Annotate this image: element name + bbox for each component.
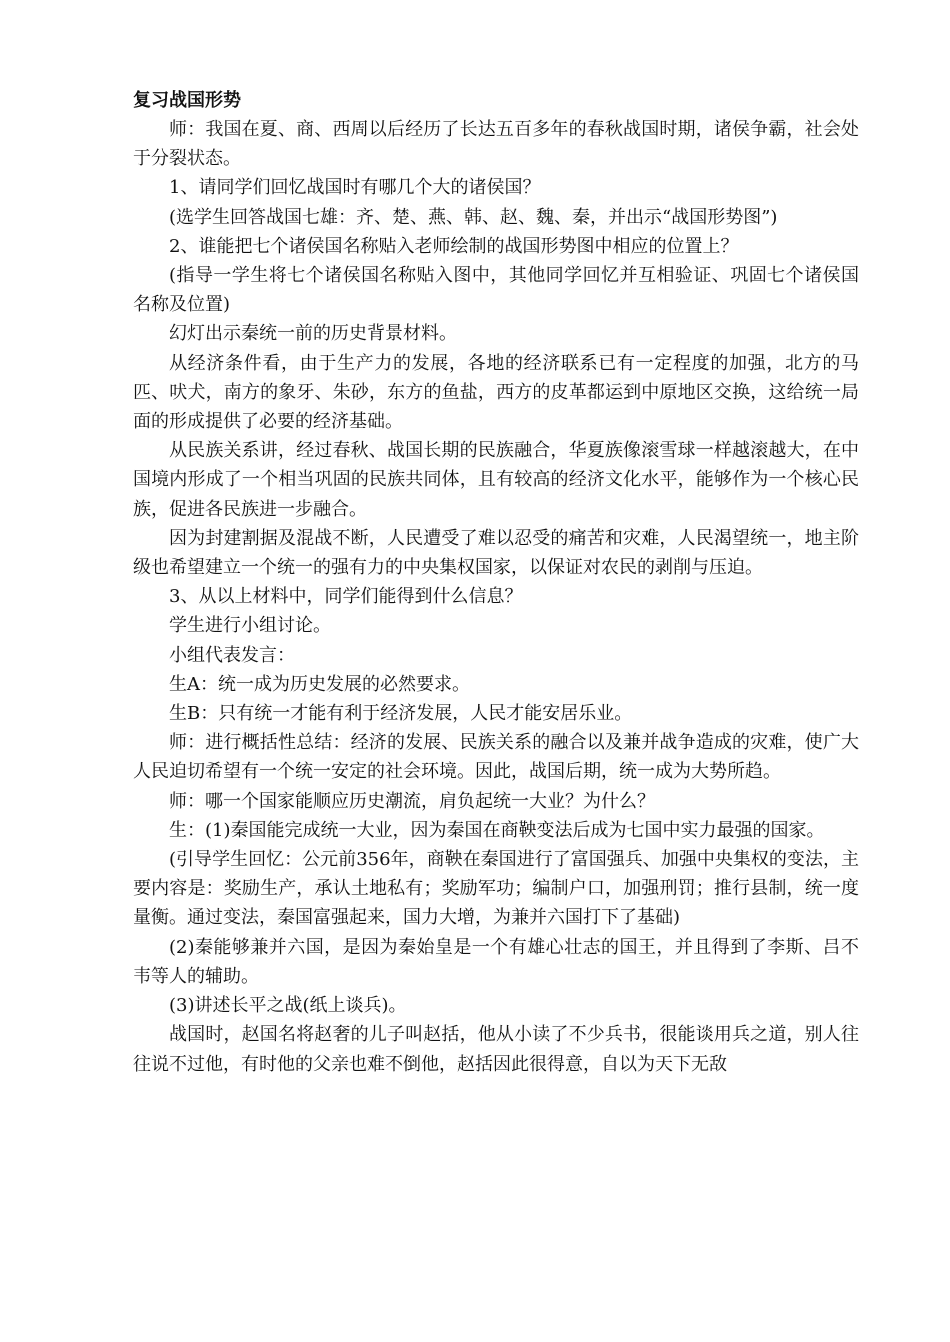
- paragraph: (2)秦能够兼并六国，是因为秦始皇是一个有雄心壮志的国王，并且得到了李斯、吕不韦等人的辅助。: [133, 936, 859, 987]
- document-title: 复习战国形势: [133, 90, 241, 111]
- paragraph: 师：我国在夏、商、西周以后经历了长达五百多年的春秋战国时期，诸侯争霸，社会处于分裂状态。: [133, 119, 859, 170]
- paragraph: 生A：统一成为历史发展的必然要求。: [169, 673, 470, 695]
- paragraph: 从民族关系讲，经过春秋、战国长期的民族融合，华夏族像滚雪球一样越滚越大，在中国境内形成了一个相当巩固的民族共同体，且有较高的经济文化水平，能够作为一个核心民族，促进各民族进一步融合。: [133, 440, 859, 520]
- paragraph: (3)讲述长平之战(纸上谈兵)。: [169, 995, 407, 1017]
- paragraph: 1、请同学们回忆战国时有哪几个大的诸侯国？: [169, 177, 541, 199]
- document-page: [133, 86, 859, 1079]
- paragraph: (选学生回答战国七雄：齐、楚、燕、韩、赵、魏、秦，并出示“战国形势图”): [169, 206, 778, 228]
- paragraph: 学生进行小组讨论。: [169, 615, 331, 637]
- paragraph: (指导一学生将七个诸侯国名称贴入图中，其他同学回忆并互相验证、巩固七个诸侯国名称及位置): [133, 265, 859, 316]
- paragraph: 因为封建割据及混战不断，人民遭受了难以忍受的痛苦和灾难，人民渴望统一，地主阶级也希望建立一个统一的强有力的中央集权国家，以保证对农民的剥削与压迫。: [133, 527, 859, 579]
- paragraph: 2、谁能把七个诸侯国名称贴入老师绘制的战国形势图中相应的位置上？: [169, 235, 739, 257]
- paragraph: 师：哪一个国家能顺应历史潮流，肩负起统一大业？为什么？: [169, 790, 655, 812]
- paragraph: 师：进行概括性总结：经济的发展、民族关系的融合以及兼并战争造成的灾难，使广大人民迫切希望有一个统一安定的社会环境。因此，战国后期，统一成为大势所趋。: [133, 732, 859, 783]
- paragraph: 幻灯出示秦统一前的历史背景材料。: [169, 323, 457, 345]
- paragraph: (引导学生回忆：公元前356年，商鞅在秦国进行了富国强兵、加强中央集权的变法，主要内容是：奖励生产，承认土地私有；奖励军功；编制户口，加强刑罚；推行县制，统一度量衡。通过变法，秦国富强起来，国力大增，为兼并六国打下了基础): [133, 849, 859, 929]
- paragraph: 生B：只有统一才能有利于经济发展，人民才能安居乐业。: [169, 703, 633, 725]
- paragraph: 从经济条件看，由于生产力的发展，各地的经济联系已有一定程度的加强，北方的马匹、吠犬，南方的象牙、朱砂，东方的鱼盐，西方的皮革都运到中原地区交换，这给统一局面的形成提供了必要的经济基础。: [133, 352, 859, 433]
- paragraph: 生：(1)秦国能完成统一大业，因为秦国在商鞅变法后成为七国中实力最强的国家。: [169, 819, 825, 841]
- paragraph: 小组代表发言：: [169, 644, 295, 666]
- paragraph: 3、从以上材料中，同学们能得到什么信息？: [169, 586, 523, 608]
- paragraph: 战国时，赵国名将赵奢的儿子叫赵括，他从小读了不少兵书，很能谈用兵之道，别人往往说不过他，有时他的父亲也难不倒他，赵括因此很得意，自以为天下无敌: [133, 1024, 859, 1075]
